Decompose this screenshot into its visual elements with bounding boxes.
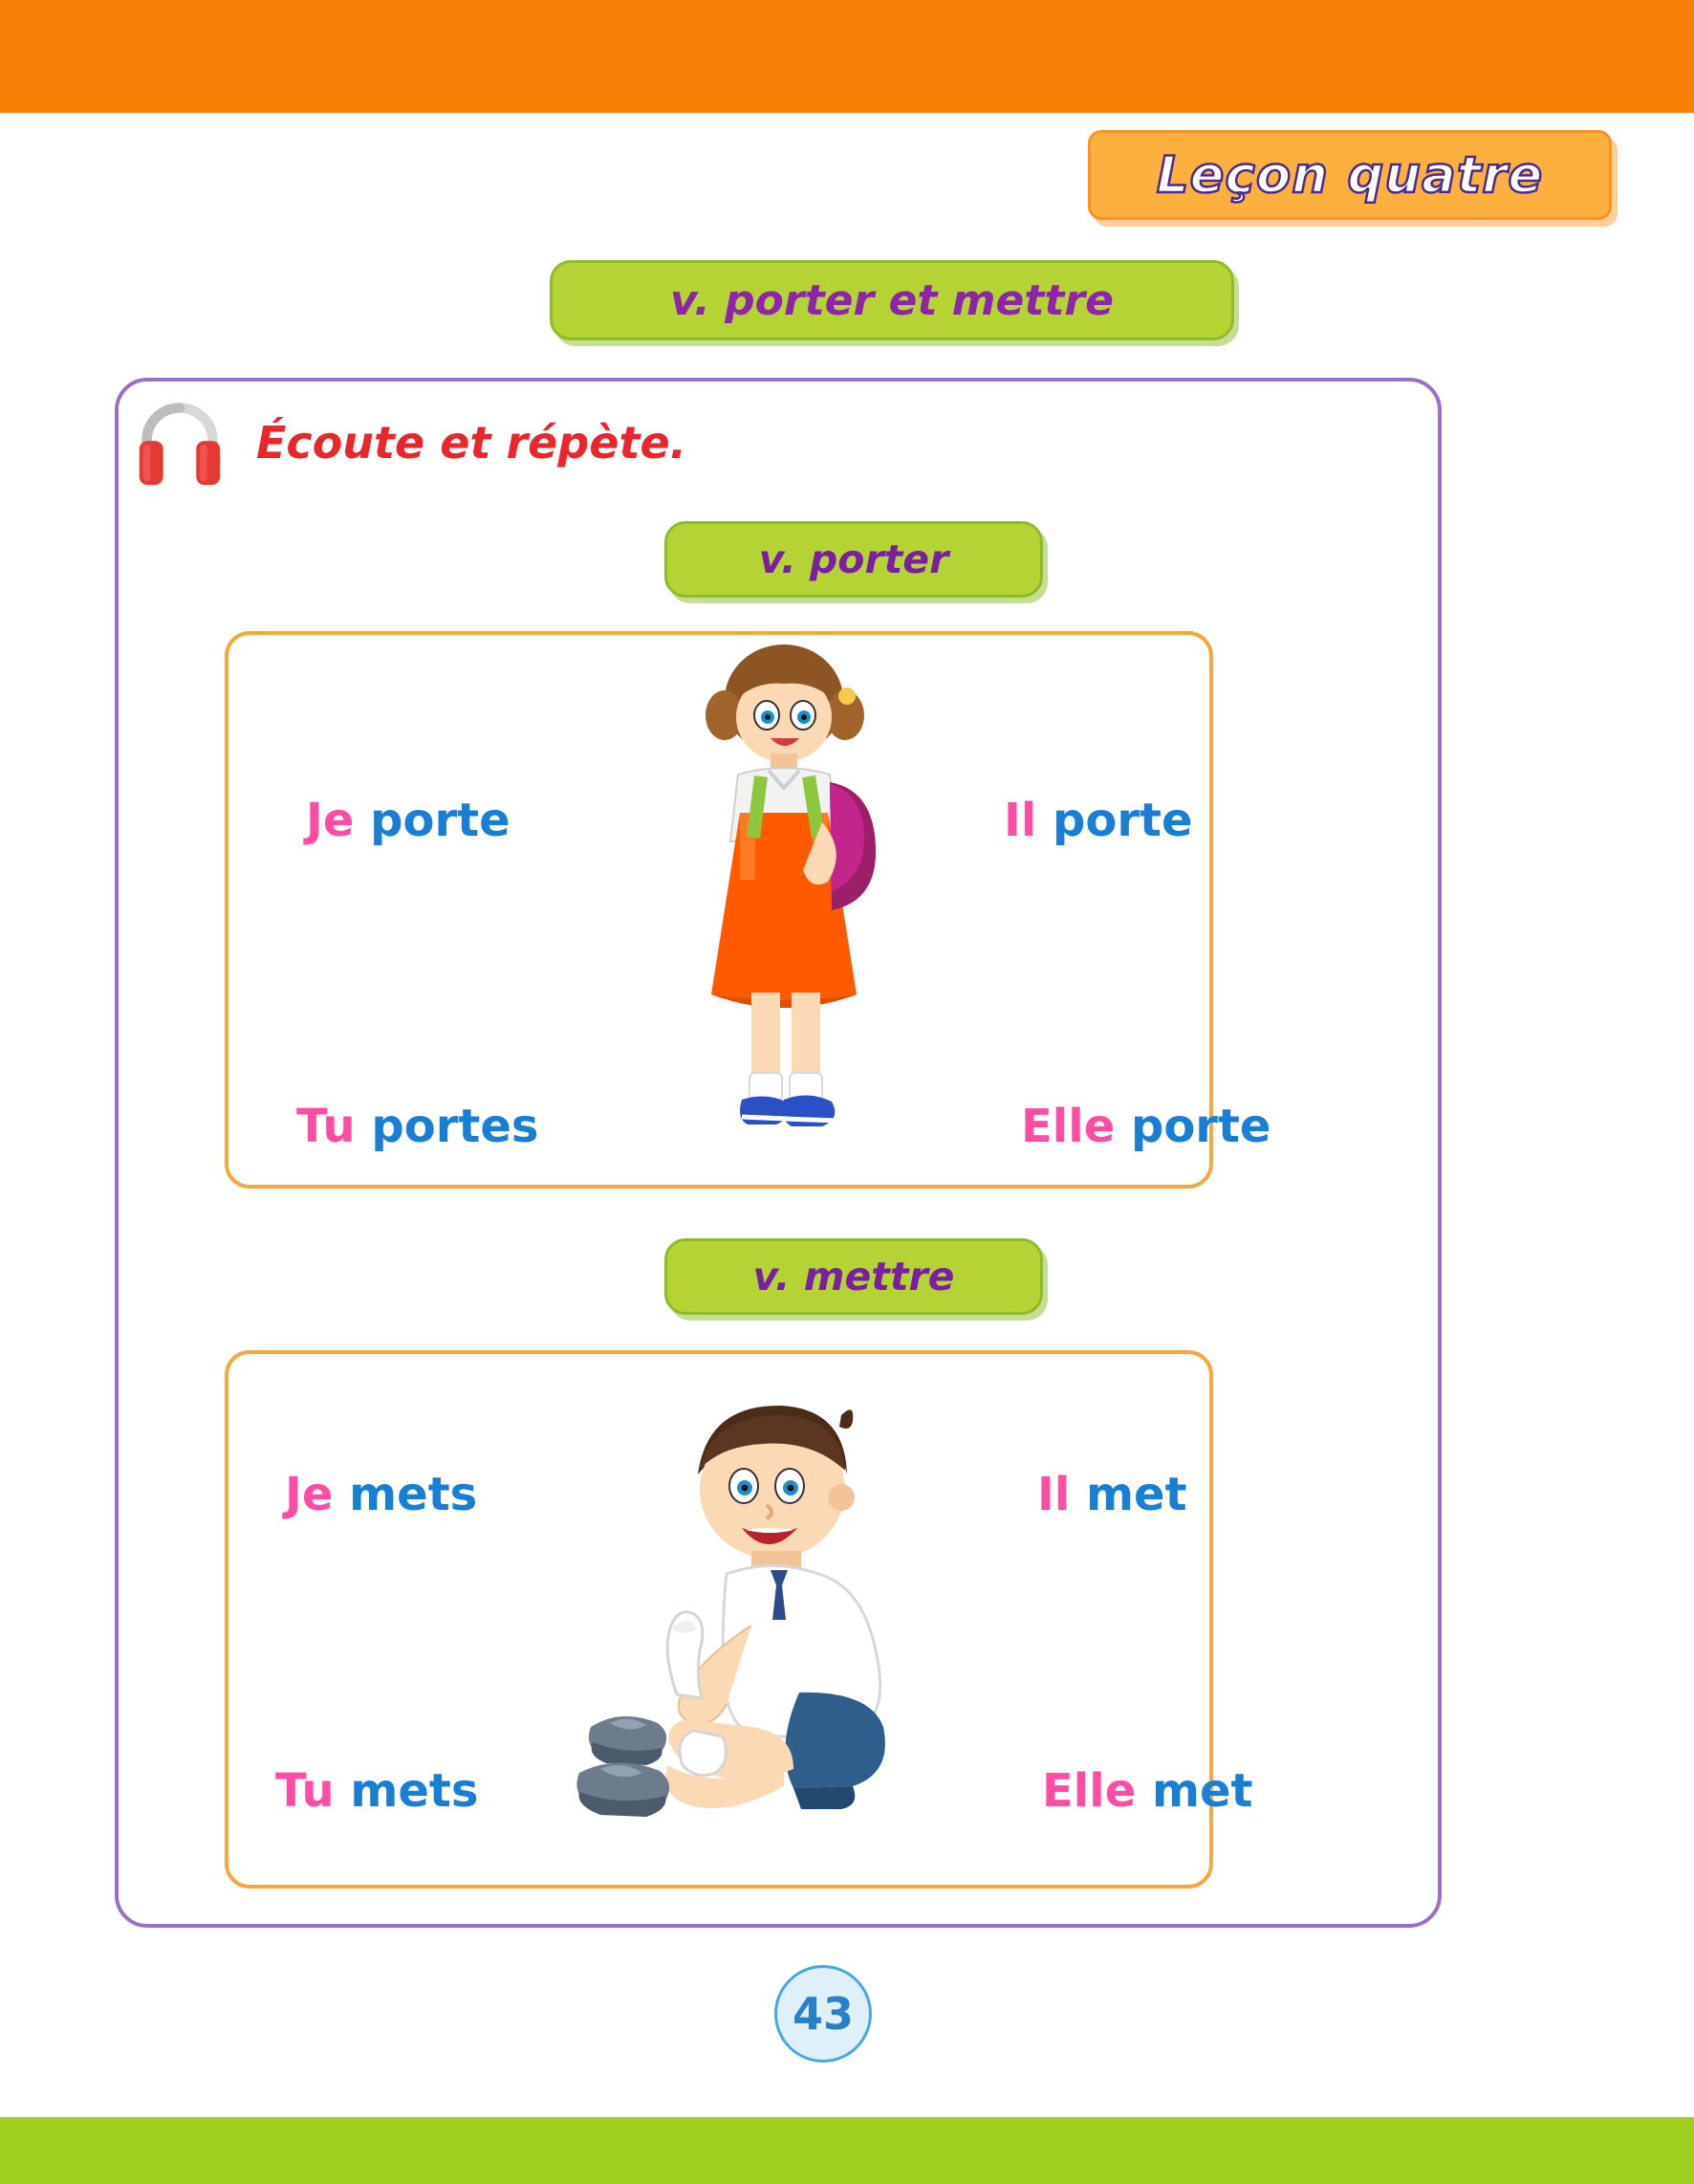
page-title-pill [550, 260, 1234, 340]
verb-form: mets [350, 1764, 479, 1818]
verb-form: portes [371, 1100, 539, 1153]
section-heading-label: v. porter [758, 536, 949, 582]
section-heading-mettre [664, 1238, 1043, 1315]
pronoun: Il [1037, 1468, 1087, 1521]
conjugation-item [1004, 794, 1193, 847]
verb-form: mets [349, 1468, 478, 1521]
pronoun: Il [1004, 794, 1053, 847]
page-number-badge [774, 1965, 872, 2063]
verb-form: porte [370, 794, 510, 847]
conjugation-item [296, 1100, 538, 1153]
page-number: 43 [792, 1988, 854, 2040]
pronoun: Tu [296, 1100, 372, 1153]
pronoun: Tu [275, 1764, 351, 1818]
pronoun: Je [306, 794, 371, 847]
pronoun: Elle [1021, 1100, 1131, 1153]
girl-with-backpack-illustration [669, 641, 908, 1176]
conjugation-item [1042, 1764, 1252, 1818]
section-heading-label: v. mettre [752, 1254, 955, 1299]
top-orange-band [0, 0, 1694, 113]
verb-form: porte [1053, 794, 1193, 847]
conjugation-item [1021, 1100, 1270, 1153]
verb-form: met [1151, 1764, 1253, 1818]
bottom-green-band [0, 2117, 1694, 2184]
lesson-badge-label: Leçon quatre [1156, 145, 1544, 205]
conjugation-item [306, 794, 510, 847]
headphones-icon [134, 397, 226, 489]
lesson-badge [1088, 130, 1612, 220]
instruction-row [134, 397, 686, 489]
page-title: v. porter et mettre [670, 275, 1114, 325]
pronoun: Elle [1042, 1764, 1152, 1818]
conjugation-item [275, 1764, 478, 1818]
verb-form: met [1086, 1468, 1187, 1521]
conjugation-item [1037, 1468, 1187, 1521]
boy-putting-on-socks-illustration [554, 1387, 1004, 1865]
conjugation-item [285, 1468, 477, 1521]
verb-form: porte [1130, 1100, 1271, 1153]
instruction-text: Écoute et répète. [256, 417, 687, 469]
section-heading-porter [664, 521, 1043, 598]
pronoun: Je [285, 1468, 350, 1521]
